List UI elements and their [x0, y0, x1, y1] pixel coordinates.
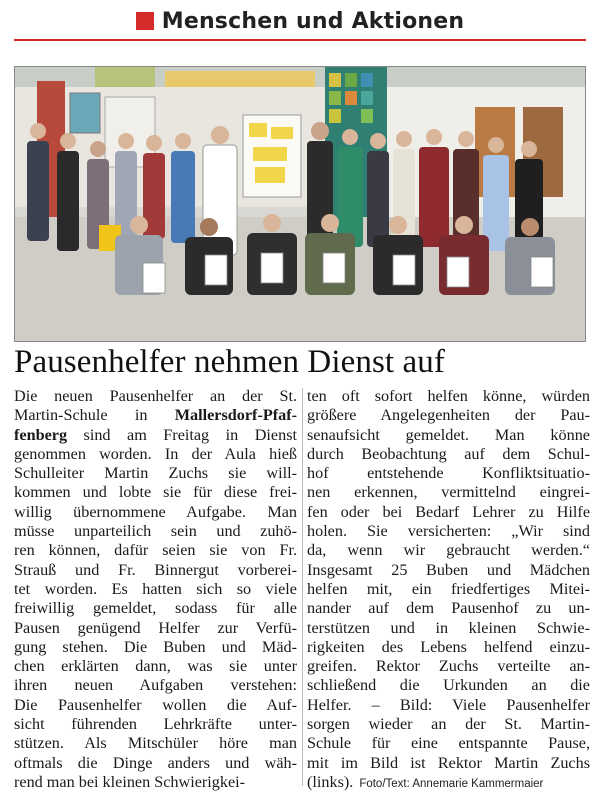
- article-text-line: [307, 696, 590, 715]
- text-run: ihren neuen Aufgaben verstehen:: [14, 676, 297, 695]
- article-text-line: [307, 599, 590, 618]
- text-run: ren können, dafür seien sie von Fr.: [14, 541, 297, 560]
- text-run: rigkeiten des Lebens helfend einzu-: [307, 637, 590, 656]
- text-run: genommen worden. In der Aula hieß: [14, 444, 297, 463]
- article-text-line: [307, 387, 590, 406]
- article-text-line: [14, 599, 297, 618]
- article-text-line: [14, 657, 297, 676]
- article-text-line: [307, 541, 590, 560]
- text-run: hof entstehende Konfliktsituatio-: [307, 464, 590, 483]
- article-column-left: [14, 387, 297, 792]
- article-text-line: [307, 464, 590, 483]
- text-run: kommen und lobte sie für diese frei-: [14, 483, 297, 502]
- article-text-line: [14, 503, 297, 522]
- article-text-line: [307, 580, 590, 599]
- text-run: holen. Sie versicherten: „Wir sind: [307, 522, 590, 541]
- article-text-line: [14, 387, 297, 406]
- text-run: Insgesamt 25 Buben und Mädchen: [307, 560, 590, 579]
- article-text-line: [307, 676, 590, 695]
- article-text-line: [307, 638, 590, 657]
- text-run: Pausen genügend Helfer zur Verfü-: [14, 618, 297, 637]
- article-text-line: [307, 522, 590, 541]
- article-text-line: [14, 715, 297, 734]
- text-run: da, wenn wir gebraucht werden.“: [307, 541, 590, 560]
- article-photo: [14, 66, 586, 342]
- article-text-line: [307, 445, 590, 464]
- article-text-line: [14, 619, 297, 638]
- article-text-line: [14, 754, 297, 773]
- photo-credit: Foto/Text: Annemarie Kammermaier: [359, 777, 544, 790]
- article-text-line: [14, 483, 297, 502]
- text-run: oftmals die Dinge anders und wäh-: [14, 753, 297, 772]
- text-run: stützen. Als Mitschüler höre man: [14, 734, 297, 753]
- article-text-line: [307, 483, 590, 502]
- section-title: Menschen und Aktionen: [161, 8, 465, 34]
- text-run: Die Pausenhelfer wollen die Auf-: [14, 695, 297, 714]
- section-marker-square: [136, 12, 154, 30]
- article-text-line: [307, 754, 590, 773]
- text-run: Die neuen Pausenhelfer an der St.: [14, 387, 297, 405]
- text-run: fen oder bei Bedarf Lehrer zu Hilfe: [307, 502, 590, 521]
- article-text-line: [307, 734, 590, 753]
- text-run: müsse unparteilich sein und zuhö-: [14, 522, 297, 541]
- article-text-line: [307, 773, 590, 792]
- article-text-line: [14, 561, 297, 580]
- text-run: schließend die Urkunden an die: [307, 676, 590, 695]
- article-text-line: [307, 619, 590, 638]
- text-run: tet worden. Es hatten sich so viele: [14, 579, 297, 598]
- text-run: rend man bei kleinen Schwierigkei-: [14, 772, 246, 791]
- text-run: terstützen und in kleinen Schwie-: [307, 618, 590, 637]
- group-photo-illustration: [15, 67, 585, 341]
- article-text-line: [307, 406, 590, 425]
- text-run: Strauß und Fr. Binnergut vorberei-: [14, 560, 297, 579]
- article-headline: Pausenhelfer nehmen Dienst auf: [14, 344, 445, 380]
- text-run: gung stehen. Die Buben und Mäd-: [14, 637, 297, 656]
- bold-place-name: Mallersdorf-Pfaf-: [174, 406, 297, 425]
- text-run: chen erklärten dann, was sie unter: [14, 657, 297, 676]
- article-text-line: [14, 445, 297, 464]
- article-text-line: [14, 638, 297, 657]
- text-run: Helfer. – Bild: Viele Pausenhelfer: [307, 695, 590, 714]
- text-run: helfen mit, ein friedfertiges Mitei-: [307, 579, 590, 598]
- column-divider: [302, 388, 303, 786]
- article-text-line: [14, 676, 297, 695]
- article-text-line: [307, 426, 590, 445]
- text-run: (links).: [307, 772, 354, 791]
- article-text-line: [14, 522, 297, 541]
- text-run: sind am Freitag in Dienst: [67, 425, 297, 444]
- article-text-line: [14, 426, 297, 445]
- bold-place-name: fenberg: [14, 425, 68, 444]
- text-run: freiwillig gemeldet, sodass für alle: [14, 599, 297, 618]
- text-run: durch Beobachtung auf dem Schul-: [307, 444, 590, 463]
- article-text-line: [14, 464, 297, 483]
- article-text-line: [14, 541, 297, 560]
- text-run: nander auf dem Pausenhof zu un-: [307, 599, 590, 618]
- article-text-line: [14, 696, 297, 715]
- article-text-line: [307, 715, 590, 734]
- text-run: größere Angelegenheiten der Pau-: [307, 406, 590, 425]
- text-run: Schule für eine entspannte Pause,: [307, 734, 590, 753]
- article-text-line: [14, 734, 297, 753]
- text-run: greifen. Rektor Zuchs verteilte an-: [307, 657, 590, 676]
- section-header: [14, 6, 586, 36]
- text-run: ten oft sofort helfen könne, würden: [307, 387, 590, 405]
- text-run: sorgen wieder an der St. Martin-: [307, 715, 590, 734]
- header-rule: [14, 39, 586, 41]
- article-column-right: [307, 387, 590, 792]
- article-text-line: [307, 503, 590, 522]
- text-run: sicht führenden Lehrkräfte unter-: [14, 715, 297, 734]
- text-run: nen erkennen, vermittelnd eingrei-: [307, 483, 590, 502]
- article-text-line: [14, 406, 297, 425]
- article-text-line: [14, 773, 297, 792]
- article-text-line: [307, 657, 590, 676]
- text-run: willig übernommene Aufgabe. Man: [14, 502, 297, 521]
- article-text-line: [14, 580, 297, 599]
- text-run: senaufsicht gemeldet. Man könne: [307, 425, 590, 444]
- text-run: Schulleiter Martin Zuchs sie will-: [14, 464, 297, 483]
- text-run: mit im Bild ist Rektor Martin Zuchs: [307, 753, 590, 772]
- article-text-line: [307, 561, 590, 580]
- text-run: Martin-Schule in: [14, 406, 175, 425]
